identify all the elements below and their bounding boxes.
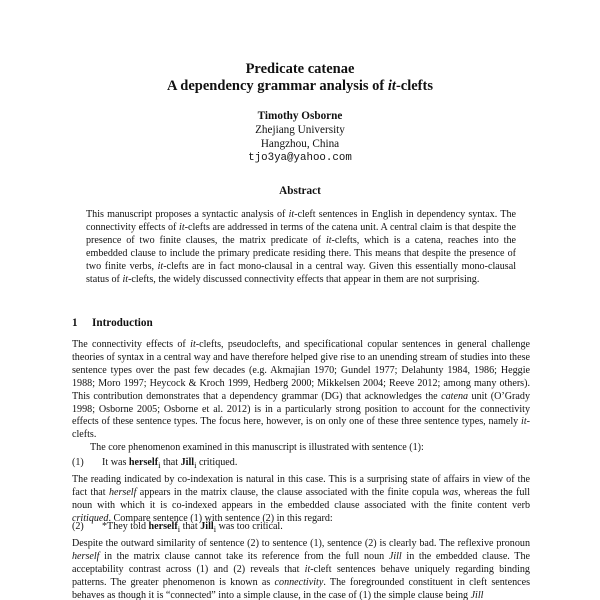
text-span: *They told [102, 521, 149, 532]
paragraph-2: The core phenomenon examined in this manuscript is illustrated with sentence (1): [90, 442, 424, 453]
italic-span: connectivity [274, 576, 324, 588]
bold-span: herself [148, 521, 178, 532]
example-2 [72, 521, 283, 534]
text-span: . Compare sentence (1) with sentence (2) in this regard: [108, 512, 333, 524]
bold-span: herself [128, 457, 159, 468]
text-span: Despite the outward similarity of sentence (2) to sentence (1), sentence (2) is clearly bad. The reflexive pronoun [72, 538, 530, 549]
text-span: The reading indicated by co-indexation is natural in this case. This is a surprising state of affairs in view of the fact that [72, 474, 530, 498]
subtitle-suffix: -clefts [395, 78, 433, 94]
bold-span: Jill [180, 457, 195, 468]
abstract-span: -clefts are in fact mono-clausal in a central way. Given this essentially mono-clausal status of [86, 261, 516, 286]
text-span: was too critical. [216, 521, 283, 532]
paragraph-1 [72, 339, 530, 442]
abstract-text [86, 208, 516, 287]
author-location: Hangzhou, China [260, 138, 340, 150]
text-span: in the matrix clause cannot take its reference from the full noun [99, 550, 389, 562]
italic-span: was [442, 486, 459, 498]
abstract-heading: Abstract [279, 185, 321, 197]
index-subscript: i [177, 525, 181, 535]
text-span: in the embedded clause. The acceptability contrast across (1) and (2) reveals that [72, 550, 530, 575]
text-span: The connectivity effects of [72, 339, 191, 350]
paper-title: Predicate catenae [245, 61, 355, 77]
text-span: , whereas the full noun with which it is co-indexed appears in the embedded clause associated with the finite content verb [72, 486, 530, 511]
section-heading [72, 317, 153, 329]
paper-subtitle [0, 78, 600, 95]
bold-span: Jill [200, 521, 214, 532]
text-span: that [160, 457, 181, 468]
index-subscript: i [213, 525, 217, 535]
author-name: Timothy Osborne [257, 110, 343, 122]
text-span: -clefts. [72, 416, 530, 441]
text-span: that [180, 521, 201, 532]
text-span: unit (O’Grady 1998; Osborne 2005; Osborne et al. 2012) is in a particularly strong position to account for the connectivity effects of these sentence types. The focus here, however, is on only one of these three sentence types, namely [72, 390, 530, 428]
section-number: 1 [72, 317, 78, 329]
italic-span: catena [441, 390, 469, 402]
italic-span: Jill [388, 550, 402, 562]
text-span: -clefts, pseudoclefts, and specificational copular sentences in general challenge theories of syntax in a central way and have therefore helped give rise to an unending stream of studies into these sentence types over the past few decades (e.g. Akmajian 1970; Gundel 1977; Delahunty 1984, 1986; Heggie 1988; Moro 1997; Heycock & Kroch 1999, Hedberg 2000; Mikkelsen 2004; Reeve 2012; among many others). This contribution demonstrates that a dependency grammar (DG) that acknowledges the [72, 339, 530, 402]
text-span: . The foregrounded constituent in cleft sentences behaves as though it is “connected” into a simple clause, in the case of (1) the simple clause being [72, 576, 531, 600]
italic-span: Jill [470, 589, 484, 600]
subtitle-italic: it [387, 78, 396, 94]
subtitle-text: A dependency grammar analysis of [167, 78, 388, 94]
abstract-span: -clefts, which is a catena, reaches into the embedded clause to include the primary predicate residing there. This means that despite the presence of two finite verbs, [86, 235, 517, 273]
abstract-italic: it [288, 209, 295, 220]
text-span: appears in the matrix clause, the clause associated with the finite copula [136, 486, 443, 498]
paragraph-4 [72, 538, 530, 600]
italic-span: critiqued [72, 512, 109, 524]
italic-span: herself [108, 486, 137, 498]
index-subscript: i [158, 461, 161, 471]
example-number: (2) [72, 521, 84, 532]
author-affiliation: Zhejiang University [255, 124, 345, 136]
example-1 [72, 457, 237, 470]
author-email: tjo3ya@yahoo.com [248, 152, 352, 164]
text-span: It was [102, 457, 129, 468]
italic-span: herself [72, 550, 100, 562]
section-title: Introduction [92, 317, 153, 329]
abstract-span: -clefts are addressed in terms of the catena unit. A central claim is that despite the presence of two finite clauses, the matrix predicate of [86, 222, 516, 247]
italic-span: it [304, 563, 311, 575]
italic-span: it [190, 339, 196, 350]
abstract-span: -cleft sentences in English in dependency syntax. The connectivity effects of [86, 209, 516, 234]
paragraph-3 [72, 474, 530, 526]
abstract-italic: it [157, 261, 164, 273]
abstract-span: -clefts, the widely discussed connectivity effects that appear in them are not surprising. [128, 274, 480, 286]
text-span: -cleft sentences behave uniquely regarding binding patterns. The greater phenomenon is known as [72, 563, 530, 588]
index-subscript: i [194, 461, 197, 471]
abstract-italic: it [179, 222, 185, 234]
text-span: critiqued. [196, 457, 238, 468]
abstract-span: This manuscript proposes a syntactic analysis of [86, 209, 289, 220]
abstract-italic: it [325, 235, 332, 247]
abstract-italic: it [122, 274, 129, 286]
italic-span: it [521, 416, 527, 428]
example-number: (1) [72, 457, 84, 468]
